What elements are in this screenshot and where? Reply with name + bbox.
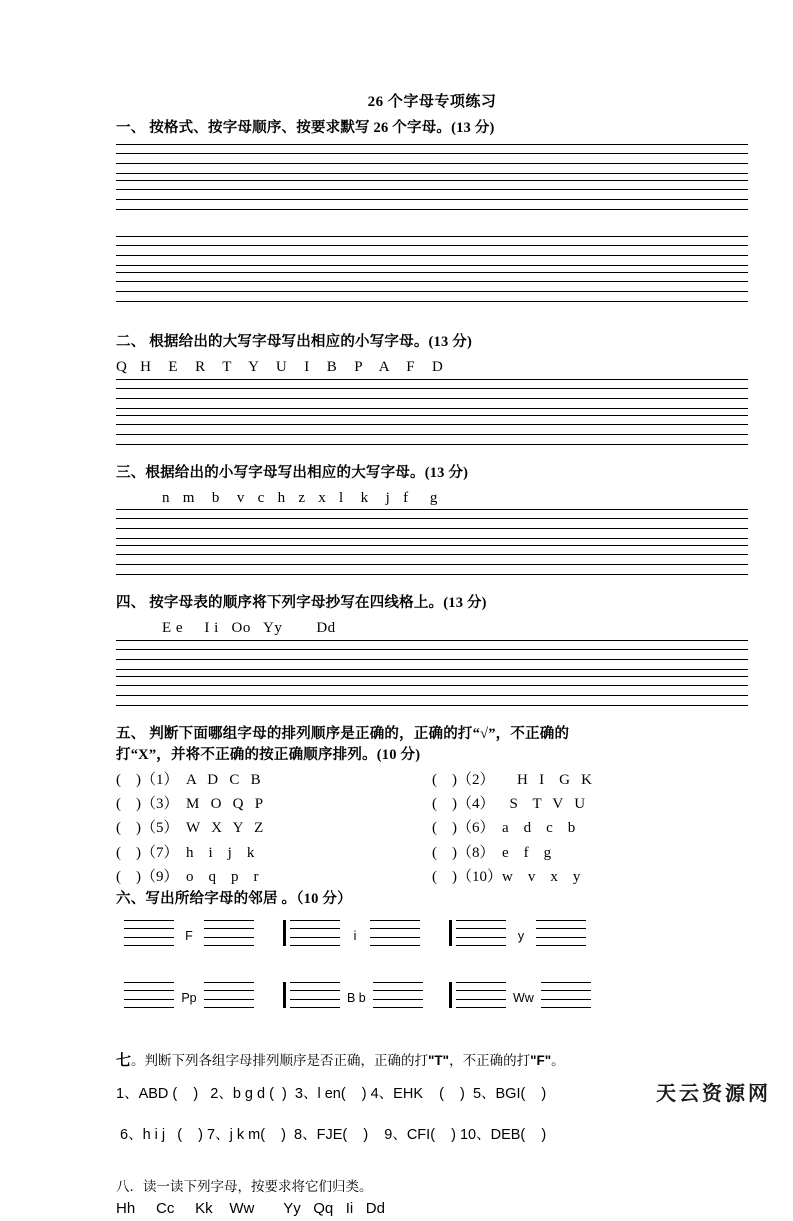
neighbor-row-bottom <box>120 982 620 1008</box>
section-7-text-a: 。判断下列各组字母排列顺序是否正确，正确的打 <box>131 1053 429 1069</box>
section-8-letters: Hh Cc Kk Ww Yy Qq Ii Dd <box>116 1200 385 1218</box>
choice-item-4[interactable]: ( )（4） S T V U <box>432 796 586 813</box>
mini-writing-grid[interactable] <box>452 920 510 946</box>
section-5-heading-line1: 五、 判断下面哪组字母的排列顺序是正确的，正确的打“√”，不正确的 <box>116 725 570 742</box>
choice-row <box>116 768 748 792</box>
section-4-letters: E e I i Oo Yy Dd <box>162 620 336 637</box>
spacer <box>116 1147 748 1177</box>
worksheet-content <box>116 92 748 1221</box>
mini-writing-grid[interactable] <box>200 920 258 946</box>
neighbor-letter: i <box>353 928 357 943</box>
neighbor-cell-f[interactable] <box>120 920 286 946</box>
choice-row <box>116 792 748 816</box>
writing-grid-2a[interactable] <box>116 379 748 409</box>
spacer <box>116 302 748 332</box>
neighbor-row-top <box>120 920 620 946</box>
choice-row <box>116 841 748 865</box>
section-4-heading: 四、 按字母表的顺序将下列字母抄写在四线格上。(13 分) <box>116 595 487 612</box>
section-5-items <box>116 768 748 889</box>
section-7-number: 七 <box>116 1052 132 1070</box>
mini-writing-grid[interactable] <box>286 920 344 946</box>
writing-grid-4a[interactable] <box>116 640 748 670</box>
page-title: 26 个字母专项练习 <box>367 94 497 110</box>
writing-grid-3b[interactable] <box>116 545 748 575</box>
spacer <box>116 210 748 236</box>
section-7-text-c: 。 <box>551 1053 565 1069</box>
section-7-row-1[interactable]: 1、ABD ( ) 2、b g d ( ) 3、l en( ) 4、EHK ( ) 5、BGI( ) <box>116 1085 547 1102</box>
mini-writing-grid[interactable] <box>537 982 595 1008</box>
mini-writing-grid[interactable] <box>532 920 590 946</box>
choice-item-6[interactable]: ( )（6） a d c b <box>432 820 576 837</box>
section-7-heading <box>116 1050 748 1073</box>
writing-grid-4b[interactable] <box>116 676 748 706</box>
mini-writing-grid[interactable] <box>120 920 178 946</box>
writing-grid-1d[interactable] <box>116 272 748 302</box>
mini-writing-grid[interactable] <box>200 982 258 1008</box>
choice-item-5[interactable]: ( )（5） W X Y Z <box>116 820 264 837</box>
spacer <box>116 445 748 463</box>
section-5-heading-line2: 打“X”，并将不正确的按正确顺序排列。(10 分) <box>116 746 421 763</box>
neighbor-cell-y[interactable] <box>452 920 618 946</box>
spacer <box>116 1106 748 1124</box>
choice-item-7[interactable]: ( )（7） h i j k <box>116 844 255 861</box>
neighbor-cell-i[interactable] <box>286 920 452 946</box>
mini-writing-grid[interactable] <box>452 982 510 1008</box>
choice-item-10[interactable]: ( )（10）w v x y <box>432 869 581 886</box>
section-1-heading: 一、 按格式、按字母顺序、按要求默写 26 个字母。(13 分) <box>116 120 495 137</box>
section-3-heading: 三、根据给出的小写字母写出相应的大写字母。(13 分) <box>116 464 469 481</box>
choice-item-2[interactable]: ( )（2） H I G K <box>432 771 592 788</box>
section-2-heading: 二、 根据给出的大写字母写出相应的小写字母。(13 分) <box>116 334 473 351</box>
mini-writing-grid[interactable] <box>286 982 344 1008</box>
neighbor-cell-pp[interactable] <box>120 982 286 1008</box>
neighbor-letter: Ww <box>513 990 534 1005</box>
neighbor-cell-ww[interactable] <box>452 982 618 1008</box>
section-7-mark-f: "F" <box>530 1053 552 1069</box>
mini-writing-grid[interactable] <box>366 920 424 946</box>
writing-grid-1b[interactable] <box>116 180 748 210</box>
watermark: 天云资源网 <box>656 1081 771 1105</box>
section-7-row-2[interactable]: 6、h i j ( ) 7、j k m( ) 8、FJE( ) 9、CFI( ) 10、DEB( ) <box>116 1127 547 1144</box>
choice-item-3[interactable]: ( )（3） M O Q P <box>116 796 264 813</box>
choice-row <box>116 865 748 889</box>
neighbor-letter: F <box>185 928 193 943</box>
section-6-heading: 六、写出所给字母的邻居 。（10 分） <box>116 891 352 908</box>
section-6-neighbor-grid <box>120 920 620 1008</box>
choice-item-9[interactable]: ( )（9） o q p r <box>116 869 259 886</box>
writing-grid-3a[interactable] <box>116 509 748 539</box>
section-7-mark-t: "T" <box>428 1053 450 1069</box>
writing-grid-1a[interactable] <box>116 144 748 174</box>
writing-grid-1c[interactable] <box>116 236 748 266</box>
choice-row <box>116 816 748 840</box>
spacer <box>116 1073 748 1083</box>
choice-item-1[interactable]: ( )（1） A D C B <box>116 771 261 788</box>
neighbor-cell-bb[interactable] <box>286 982 452 1008</box>
section-3-letters: n m b v c h z x l k j f g <box>162 489 438 506</box>
neighbor-letter: B b <box>347 990 366 1005</box>
writing-grid-2b[interactable] <box>116 415 748 445</box>
spacer <box>116 1008 748 1050</box>
section-8-heading: 八．读一读下列字母，按要求将它们归类。 <box>116 1179 373 1195</box>
neighbor-letter: Pp <box>181 990 197 1005</box>
choice-item-8[interactable]: ( )（8） e f g <box>432 844 552 861</box>
neighbor-letter: y <box>517 928 525 943</box>
spacer <box>116 575 748 593</box>
spacer <box>116 706 748 724</box>
section-7-text-b: ，不正确的打 <box>449 1053 531 1069</box>
mini-writing-grid[interactable] <box>369 982 427 1008</box>
mini-writing-grid[interactable] <box>120 982 178 1008</box>
section-2-letters: Q H E R T Y U I B P A F D <box>116 359 444 376</box>
